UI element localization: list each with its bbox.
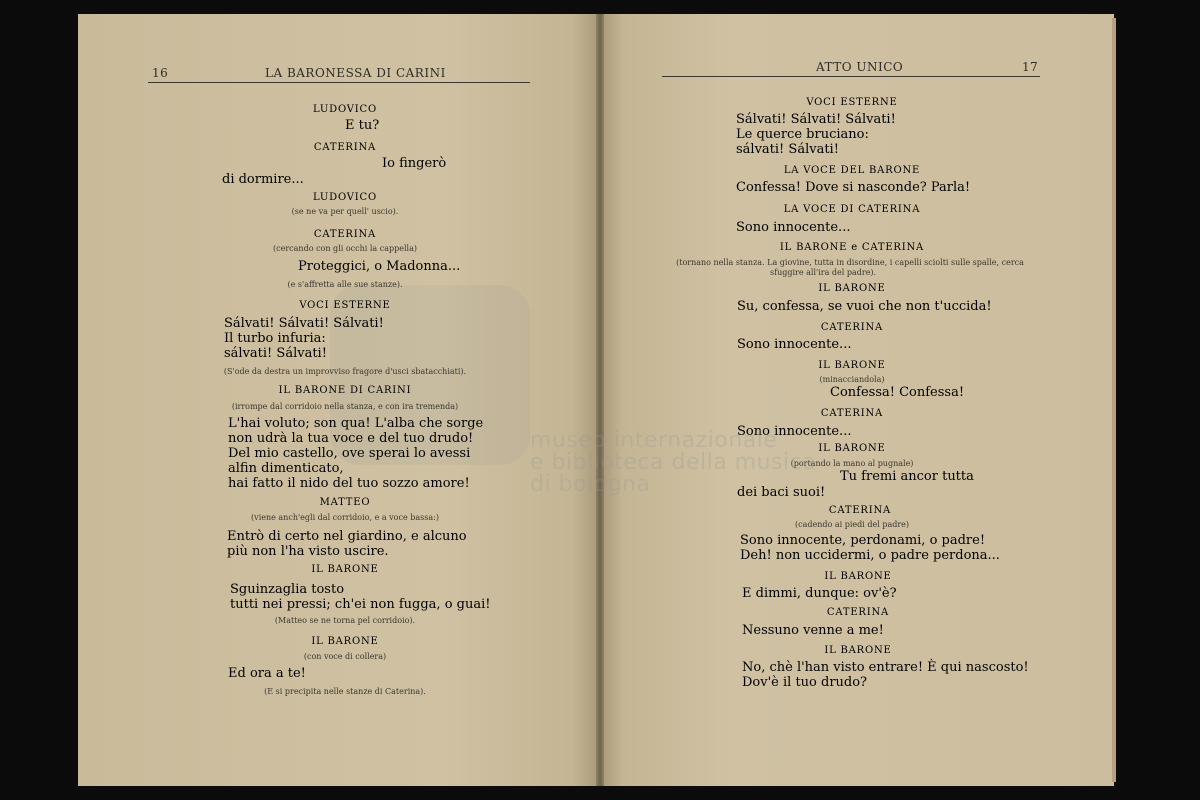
stage-direction: (e s'affretta alle sue stanze). (287, 280, 403, 289)
stage-direction: (cercando con gli occhi la cappella) (273, 244, 417, 253)
speaker-barone: IL BARONE (818, 360, 886, 371)
stage-direction: (minacciandola) (819, 375, 885, 384)
stage-direction: (portando la mano al pugnale) (790, 459, 914, 468)
speaker-barone: IL BARONE (818, 283, 886, 294)
stage-direction: sfuggire all'ira del padre). (770, 268, 877, 277)
verse-line: Le querce bruciano: (736, 127, 869, 142)
verse-line: hai fatto il nido del tuo sozzo amore! (228, 476, 470, 491)
verse-line: sálvati! Sálvati! (736, 142, 839, 157)
stage-direction: (Matteo se ne torna pel corridoio). (274, 616, 416, 625)
speaker-barone: IL BARONE (818, 443, 886, 454)
left-running-title: LA BARONESSA DI CARINI (265, 66, 446, 80)
speaker-voce-caterina: LA VOCE DI CATERINA (783, 204, 921, 215)
verse-line: Entrò di certo nel giardino, e alcuno (227, 529, 467, 544)
watermark-line: museo internazionale (530, 428, 778, 453)
speaker-ludovico: LUDOVICO (313, 104, 377, 115)
verse-line: Confessa! Dove si nasconde? Parla! (736, 180, 971, 195)
page-edge (1112, 18, 1116, 782)
speaker-caterina: CATERINA (826, 607, 890, 618)
verse-line: Sono innocente... (737, 424, 852, 439)
verse-line: Ed ora a te! (228, 666, 306, 681)
speaker-ludovico: LUDOVICO (313, 192, 377, 203)
right-running-title: ATTO UNICO (816, 60, 904, 74)
watermark-line: di bologna (530, 472, 651, 497)
stage-direction: (cadendo ai piedi del padre) (794, 520, 910, 529)
speaker-caterina: CATERINA (820, 408, 884, 419)
speaker-voci-esterne: VOCI ESTERNE (806, 97, 898, 108)
verse-line: Il turbo infuria: (224, 331, 326, 346)
verse-line: Sálvati! Sálvati! Sálvati! (224, 316, 384, 331)
speaker-voci-esterne: VOCI ESTERNE (299, 300, 391, 311)
speaker-barone: IL BARONE (311, 564, 379, 575)
verse-line: Tu fremi ancor tutta (840, 469, 974, 484)
museum-watermark (530, 430, 816, 496)
speaker-barone-caterina: IL BARONE e CATERINA (779, 242, 925, 253)
verse-line: Sono innocente, perdonami, o padre! (740, 533, 986, 548)
verse-line: più non l'ha visto uscire. (227, 544, 389, 559)
verse-line: Sono innocente... (737, 337, 852, 352)
verse-line: Proteggici, o Madonna... (298, 259, 461, 274)
verse-line: Nessuno venne a me! (742, 623, 884, 638)
left-header-rule (148, 82, 530, 83)
stage-direction: (con voce di collera) (303, 652, 387, 661)
verse-line: No, chè l'han visto entrare! È qui nascosto! (742, 660, 1029, 675)
speaker-barone: IL BARONE (824, 571, 892, 582)
verse-line: E dimmi, dunque: ov'è? (742, 586, 897, 601)
verse-line: Io fingerò (382, 156, 447, 171)
speaker-barone: IL BARONE (311, 636, 379, 647)
verse-line: E tu? (345, 118, 380, 133)
verse-line: di dormire... (222, 172, 304, 187)
verse-line: alfin dimenticato, (228, 461, 344, 476)
verse-line: Su, confessa, se vuoi che non t'uccida! (737, 299, 992, 314)
verse-line: dei baci suoi! (737, 485, 826, 500)
book-gutter (596, 14, 604, 786)
stage-direction: (viene anch'egli dal corridoio, e a voce bassa:) (251, 513, 439, 522)
verse-line: Sono innocente... (736, 220, 851, 235)
speaker-caterina: CATERINA (820, 322, 884, 333)
stage-direction: (S'ode da destra un improvviso fragore d'usci sbatacchiati). (223, 367, 467, 376)
verse-line: sálvati! Sálvati! (224, 346, 327, 361)
stage-direction: (irrompe dal corridoio nella stanza, e con ira tremenda) (231, 402, 459, 411)
speaker-matteo: MATTEO (319, 497, 371, 508)
speaker-voce-barone: LA VOCE DEL BARONE (783, 165, 921, 176)
verse-line: non udrà la tua voce e del tuo drudo! (228, 431, 474, 446)
stage-direction: (tornano nella stanza. La giovine, tutta in disordine, i capelli sciolti sulle spalle, cerca (676, 258, 1024, 267)
speaker-caterina: CATERINA (828, 505, 892, 516)
verse-line: Confessa! Confessa! (830, 385, 965, 400)
speaker-barone-carini: IL BARONE DI CARINI (278, 385, 412, 396)
verse-line: L'hai voluto; son qua! L'alba che sorge (228, 416, 484, 431)
stage-direction: (se ne va per quell' uscio). (291, 207, 399, 216)
right-page-number: 17 (1022, 60, 1039, 74)
verse-line: Sguinzaglia tosto (230, 582, 345, 597)
left-page-number: 16 (152, 66, 169, 80)
speaker-caterina: CATERINA (313, 142, 377, 153)
verse-line: Sálvati! Sálvati! Sálvati! (736, 112, 896, 127)
verse-line: Del mio castello, ove sperai lo avessi (228, 446, 471, 461)
verse-line: Deh! non uccidermi, o padre perdona... (740, 548, 1000, 563)
watermark-line: e biblioteca della musica (530, 450, 817, 475)
speaker-caterina: CATERINA (313, 229, 377, 240)
verse-line: Dov'è il tuo drudo? (742, 675, 868, 690)
stage-direction: (E si precipita nelle stanze di Caterina). (264, 687, 426, 696)
right-header-rule (662, 76, 1040, 77)
verse-line: tutti nei pressi; ch'ei non fugga, o guai! (230, 597, 491, 612)
speaker-barone: IL BARONE (824, 645, 892, 656)
